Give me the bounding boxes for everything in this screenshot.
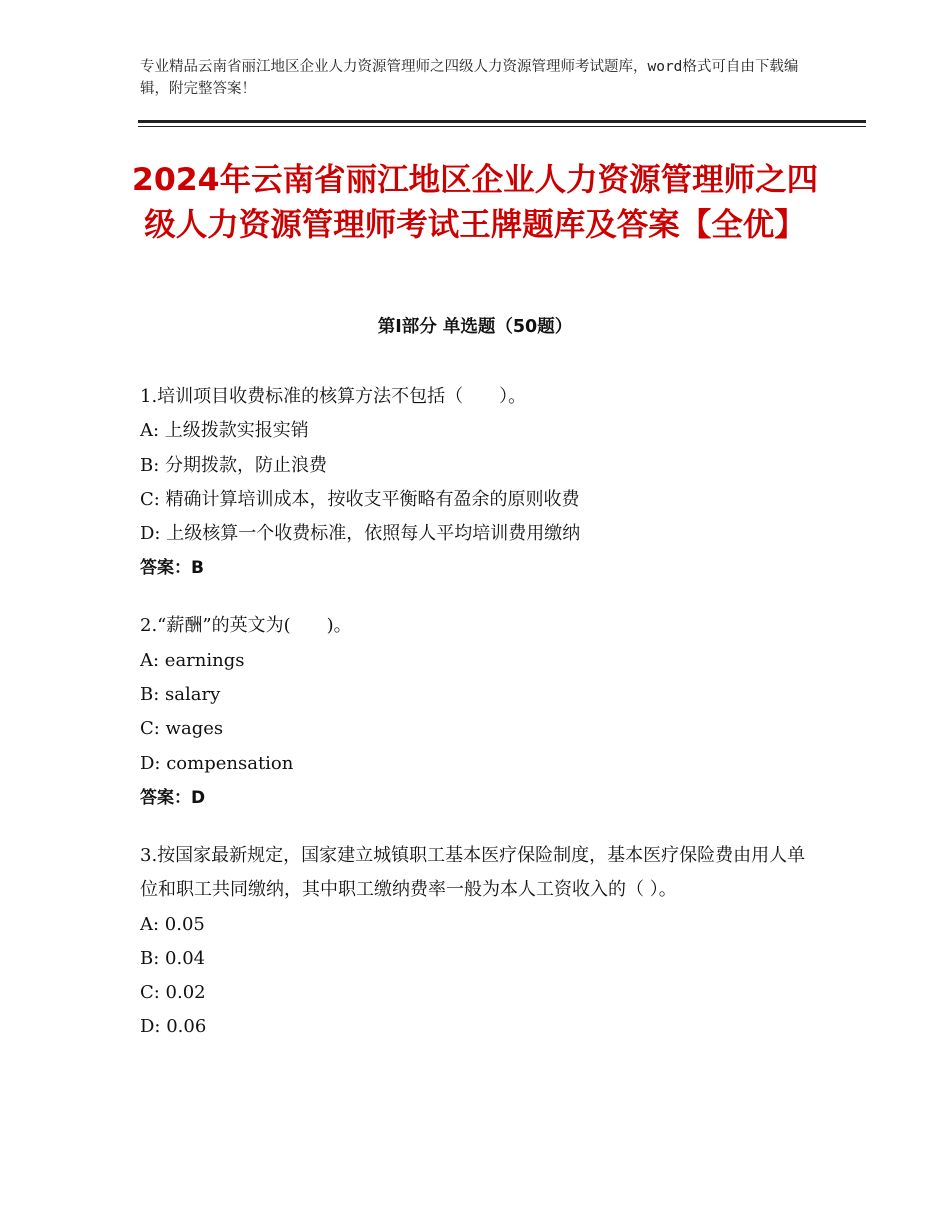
- question-stem: 3.按国家最新规定，国家建立城镇职工基本医疗保险制度，基本医疗保险费由用人单位和职工共同缴纳，其中职工缴纳费率一般为本人工资收入的（ ）。: [140, 844, 806, 901]
- section-title: 第Ⅰ部分 单选题（50题）: [377, 317, 573, 337]
- question-stem: 2.“薪酬”的英文为( )。: [140, 615, 352, 637]
- option-b: B: salary: [140, 684, 221, 706]
- header-rule-thick: [138, 120, 866, 123]
- answer-label: 答案：D: [140, 787, 206, 808]
- option-a: A: 上级拨款实报实销: [140, 420, 309, 442]
- option-c: C: 0.02: [140, 982, 206, 1004]
- option-a: A: earnings: [140, 649, 245, 671]
- option-c: C: wages: [140, 718, 224, 740]
- question-2: [140, 609, 810, 814]
- question-list: [140, 380, 810, 1069]
- option-d: D: 0.06: [140, 1016, 207, 1038]
- option-a: A: 0.05: [140, 913, 205, 935]
- question-3: [140, 839, 810, 1045]
- document-title: 2024年云南省丽江地区企业人力资源管理师之四级人力资源管理师考试王牌题库及答案【全优】: [131, 162, 819, 243]
- header-rule-thin: [138, 126, 866, 127]
- question-1: [140, 380, 810, 585]
- answer-label: 答案：B: [140, 558, 204, 579]
- option-d: D: compensation: [140, 752, 294, 774]
- header-note: 专业精品云南省丽江地区企业人力资源管理师之四级人力资源管理师考试题库，word格式可自由下载编辑，附完整答案！: [140, 59, 799, 97]
- option-d: D: 上级核算一个收费标准，依照每人平均培训费用缴纳: [140, 523, 581, 545]
- question-stem: 1.培训项目收费标准的核算方法不包括（ ）。: [140, 386, 527, 407]
- option-b: B: 分期拨款，防止浪费: [140, 454, 328, 476]
- option-c: C: 精确计算培训成本，按收支平衡略有盈余的原则收费: [140, 488, 580, 510]
- option-b: B: 0.04: [140, 947, 206, 969]
